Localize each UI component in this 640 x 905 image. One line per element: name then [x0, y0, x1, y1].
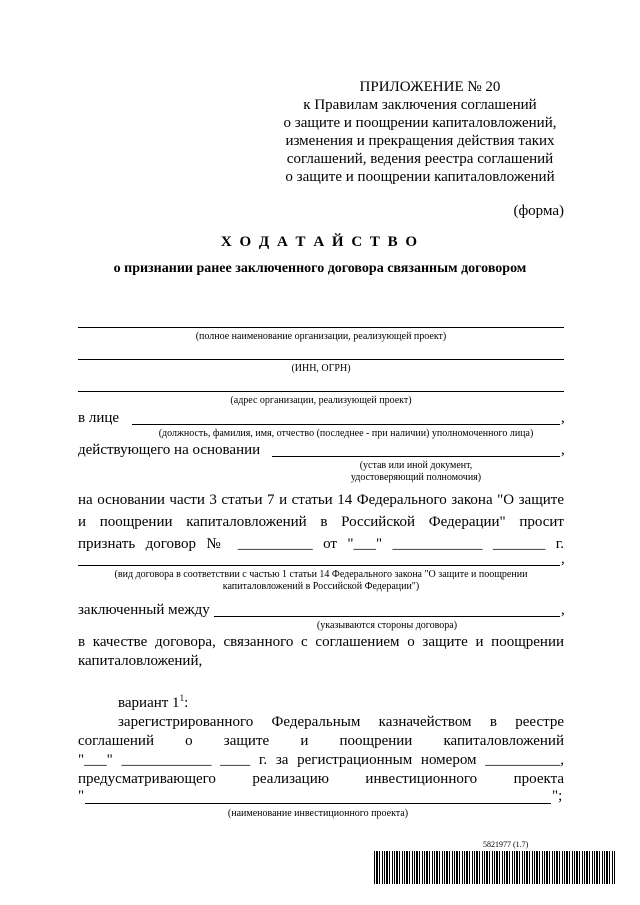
variant-footnote-marker: 1 [179, 693, 185, 703]
rules-line-1: к Правилам заключения соглашений [303, 97, 537, 113]
variant-colon: : [184, 695, 189, 711]
parties-caption: (указываются стороны договора) [316, 620, 458, 631]
org-name-caption: (полное наименование организации, реализующей проект) [195, 331, 447, 342]
document-title: Х О Д А Т А Й С Т В О [220, 234, 420, 250]
concluded-label: заключенный между [78, 602, 210, 618]
project-quote-close: "; [552, 788, 563, 804]
project-quote-open: " [78, 788, 85, 804]
rules-line-2: о защите и поощрении капиталовложений, [283, 115, 557, 131]
parties-line[interactable] [214, 616, 560, 617]
basis-line[interactable] [272, 456, 560, 457]
variant-line-4: предусматривающего реализацию инвестиционного проекта [78, 771, 564, 787]
document-code: 5821977 (1.7) [483, 840, 529, 849]
rules-line-5: о защите и поощрении капиталовложений [285, 169, 555, 185]
person-comma: , [561, 410, 565, 426]
barcode-icon [374, 851, 615, 884]
org-name-line[interactable] [78, 327, 564, 328]
variant-heading [118, 689, 188, 712]
variant-label: вариант 1 [118, 695, 180, 711]
person-caption: (должность, фамилия, имя, отчество (последнее - при наличии) уполномоченного лица) [158, 428, 534, 439]
person-label: в лице [78, 410, 120, 426]
variant-line-2: соглашений о защите и поощрении капиталовложений [78, 733, 564, 749]
project-name-line[interactable] [85, 803, 551, 804]
document-subtitle: о признании ранее заключенного договора связанным договором [113, 261, 527, 276]
variant-line-1: зарегистрированного Федеральным казначейством в реестре [118, 714, 564, 730]
inn-ogrn-line[interactable] [78, 359, 564, 360]
contract-type-comma: , [561, 551, 565, 567]
person-line[interactable] [132, 424, 560, 425]
para1-line-1: на основании части 3 статьи 7 и статьи 14 Федерального закона "О защите [78, 492, 564, 508]
address-caption: (адрес организации, реализующей проект) [230, 395, 412, 406]
rules-line-3: изменения и прекращения действия таких [285, 133, 555, 149]
contract-type-line[interactable] [78, 565, 560, 566]
parties-comma: , [561, 602, 565, 618]
rules-line-4: соглашений, ведения реестра соглашений [286, 151, 554, 167]
form-label: (форма) [513, 203, 564, 219]
basis-caption-2: удостоверяющий полномочия) [350, 472, 482, 483]
contract-caption-2: капиталовложений в Российской Федерации") [222, 581, 420, 592]
para1-line-2: и поощрении капиталовложений в Российской Федерации" просит [78, 514, 564, 530]
basis-caption-1: (устав или иной документ, [359, 460, 473, 471]
para2-line-1: в качестве договора, связанного с соглашением о защите и поощрении [78, 634, 564, 650]
appendix-number: ПРИЛОЖЕНИЕ № 20 [359, 79, 501, 95]
project-caption: (наименование инвестиционного проекта) [227, 808, 409, 819]
basis-label: действующего на основании [78, 442, 261, 458]
contract-caption-1: (вид договора в соответствии с частью 1 статьи 14 Федерального закона "О защите и поощрении [114, 569, 528, 580]
variant-line-3: "___" ____________ ____ г. за регистрационным номером __________, [78, 752, 564, 768]
para2-line-2: капиталовложений, [78, 653, 203, 669]
address-line[interactable] [78, 391, 564, 392]
para1-line-3: признать договор № __________ от "___" ____________ _______ г. [78, 536, 564, 552]
basis-comma: , [561, 442, 565, 458]
inn-ogrn-caption: (ИНН, ОГРН) [291, 363, 351, 374]
